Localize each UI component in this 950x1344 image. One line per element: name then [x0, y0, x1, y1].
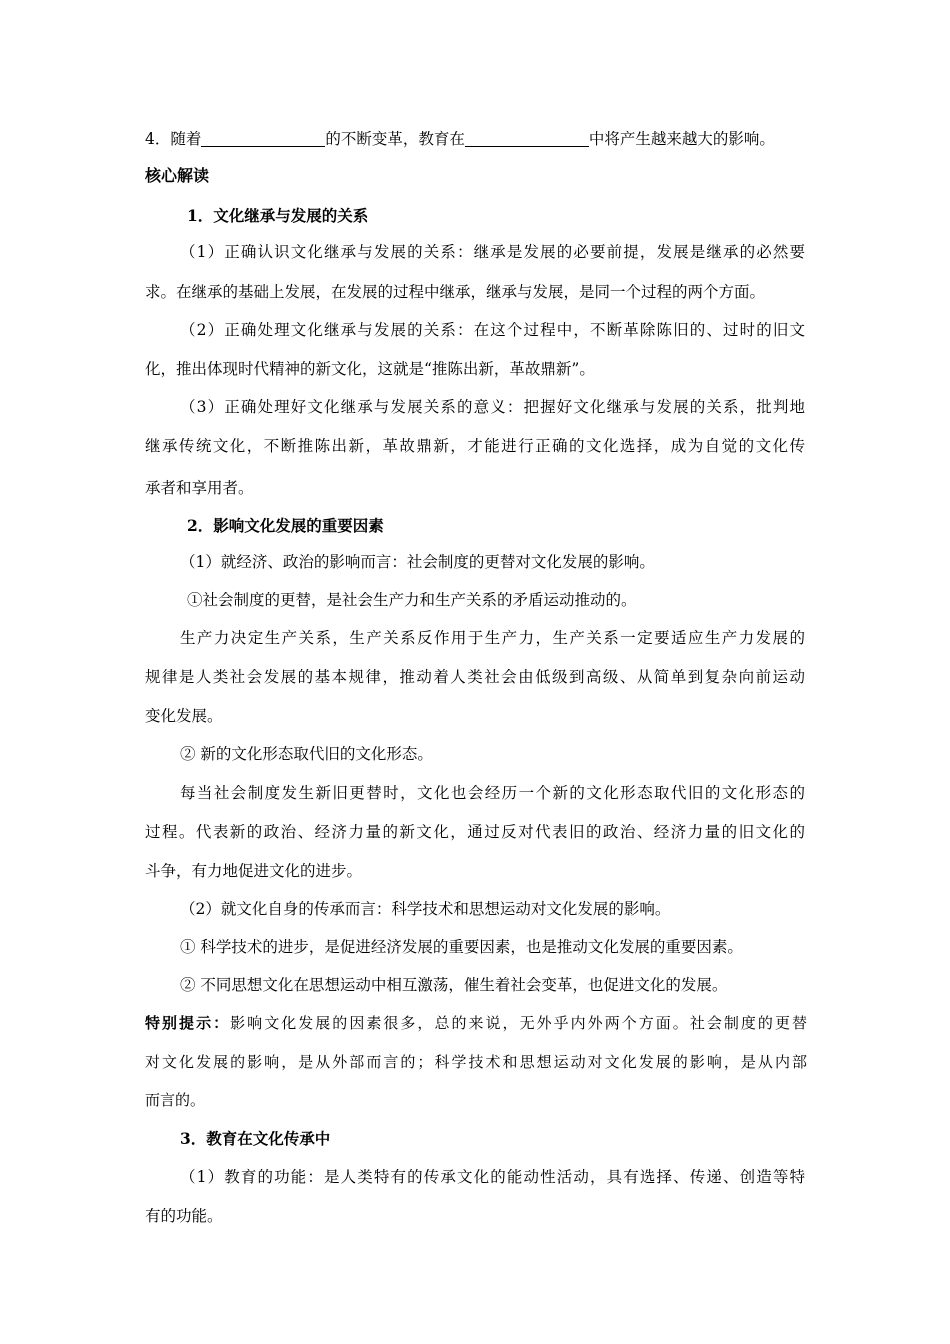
section-heading: 核心解读	[145, 166, 210, 185]
section-3-title: 3．教育在文化传承中	[180, 1129, 331, 1148]
list-item: ①社会制度的更替，是社会生产力和生产关系的矛盾运动推动的。	[187, 591, 637, 609]
section-1-title: 1．文化继承与发展的关系	[187, 206, 369, 225]
list-item: ① 科学技术的进步，是促进经济发展的重要因素，也是推动文化发展的重要因素。	[180, 938, 743, 956]
paragraph: 规律是人类社会发展的基本规律，推动着人类社会由低级到高级、从简单到复杂向前运动	[145, 668, 805, 686]
paragraph: 斗争，有力地促进文化的进步。	[145, 862, 363, 880]
paragraph: （1）正确认识文化继承与发展的关系：继承是发展的必要前提，发展是继承的必然要	[180, 243, 805, 261]
paragraph: （1）就经济、政治的影响而言：社会制度的更替对文化发展的影响。	[180, 553, 655, 571]
paragraph: 有的功能。	[145, 1207, 223, 1225]
paragraph: 承者和享用者。	[145, 479, 254, 497]
paragraph: （1）教育的功能：是人类特有的传承文化的能动性活动，具有选择、传递、创造等特	[180, 1168, 805, 1186]
section-2-title: 2．影响文化发展的重要因素	[187, 516, 384, 535]
paragraph: （3）正确处理好文化继承与发展关系的意义：把握好文化继承与发展的关系，批判地	[180, 398, 805, 416]
paragraph: （2）正确处理文化继承与发展的关系：在这个过程中，不断革除陈旧的、过时的旧文	[180, 321, 805, 339]
paragraph: 化，推出体现时代精神的新文化，这就是“推陈出新，革故鼎新”。	[145, 360, 595, 378]
paragraph: （2）就文化自身的传承而言：科学技术和思想运动对文化发展的影响。	[180, 900, 671, 918]
note-text: 而言的。	[145, 1091, 206, 1109]
fill-blank-2[interactable]	[465, 131, 589, 148]
paragraph: 继承传统文化，不断推陈出新，革故鼎新，才能进行正确的文化选择，成为自觉的文化传	[145, 437, 805, 455]
question-4	[145, 127, 775, 149]
note-label: 特别提示：	[145, 1014, 231, 1032]
paragraph: 变化发展。	[145, 707, 223, 725]
list-item: ② 新的文化形态取代旧的文化形态。	[180, 745, 433, 763]
note-text: 影响文化发展的因素很多，总的来说，无外乎内外两个方面。社会制度的更替	[230, 1014, 807, 1032]
question-4-lead: 4．随着	[145, 130, 202, 148]
list-item: ② 不同思想文化在思想运动中相互激荡，催生着社会变革，也促进文化的发展。	[180, 976, 728, 994]
question-4-mid: 的不断变革，教育在	[325, 130, 465, 148]
question-4-tail: 中将产生越来越大的影响。	[588, 130, 775, 148]
special-note	[145, 1012, 807, 1033]
paragraph: 生产力决定生产关系，生产关系反作用于生产力，生产关系一定要适应生产力发展的	[180, 629, 805, 647]
note-text: 对文化发展的影响，是从外部而言的；科学技术和思想运动对文化发展的影响，是从内部	[145, 1053, 807, 1071]
paragraph: 过程。代表新的政治、经济力量的新文化，通过反对代表旧的政治、经济力量的旧文化的	[145, 823, 805, 841]
fill-blank-1[interactable]	[201, 131, 325, 148]
paragraph: 每当社会制度发生新旧更替时，文化也会经历一个新的文化形态取代旧的文化形态的	[180, 784, 805, 802]
paragraph: 求。在继承的基础上发展，在发展的过程中继承，继承与发展，是同一个过程的两个方面。	[145, 283, 766, 301]
